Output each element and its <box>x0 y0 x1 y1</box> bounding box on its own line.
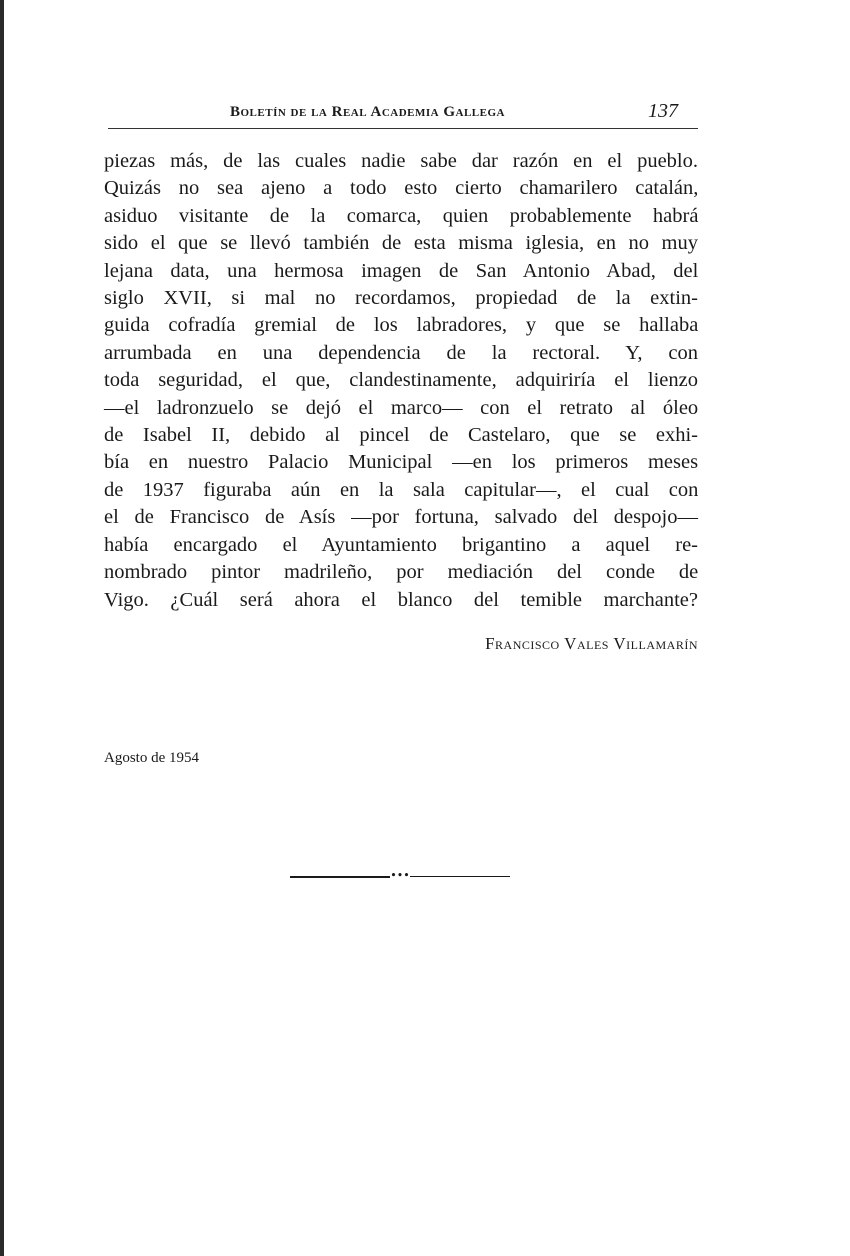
page-header <box>108 100 698 130</box>
ornament-rule-left <box>290 876 390 878</box>
text-line: de Isabel II, debido al pincel de Castelaro, que se exhi- <box>104 424 698 447</box>
header-rule <box>108 128 698 129</box>
text-line: siglo XVII, si mal no recordamos, propiedad de la extin- <box>104 287 698 310</box>
text-line: había encargado el Ayuntamiento brigantino a aquel re- <box>104 533 698 556</box>
ornament-rule-right <box>410 876 510 877</box>
text-line: Quizás no sea ajeno a todo esto cierto chamarilero catalán, <box>104 177 699 200</box>
text-line: lejana data, una hermosa imagen de San Antonio Abad, del <box>104 259 699 282</box>
ornament-dots: ••• <box>390 869 410 882</box>
text-line: asiduo visitante de la comarca, quien probablemente habrá <box>104 204 699 227</box>
text-line: sido el que se llevó también de esta misma iglesia, en no muy <box>104 232 698 255</box>
text-line: el de Francisco de Asís —por fortuna, salvado del despojo— <box>104 506 698 529</box>
text-line: arrumbada en una dependencia de la rectoral. Y, con <box>104 341 699 364</box>
author-signature: Francisco Vales Villamarín <box>485 634 698 653</box>
text-line: guida cofradía gremial de los labradores, y que se hallaba <box>104 314 699 337</box>
text-line: piezas más, de las cuales nadie sabe dar razón en el pueblo. <box>104 150 698 172</box>
text-line: Vigo. ¿Cuál será ahora el blanco del temible marchante? <box>104 588 698 611</box>
running-head: Boletín de la Real Academia Gallega <box>230 104 505 120</box>
page-number: 137 <box>648 100 678 122</box>
text-line: bía en nuestro Palacio Municipal —en los primeros meses <box>104 451 699 474</box>
text-line: toda seguridad, el que, clandestinamente, adquiriría el lienzo <box>104 369 698 392</box>
text-line: nombrado pintor madrileño, por mediación del conde de <box>104 561 699 584</box>
text-line: —el ladronzuelo se dejó el marco— con el retrato al óleo <box>104 396 699 419</box>
dateline: Agosto de 1954 <box>104 750 199 766</box>
binding-edge <box>0 0 4 1256</box>
section-ornament <box>290 868 510 884</box>
body-paragraph <box>104 148 698 614</box>
text-line: de 1937 figuraba aún en la sala capitular—, el cual con <box>104 478 699 501</box>
